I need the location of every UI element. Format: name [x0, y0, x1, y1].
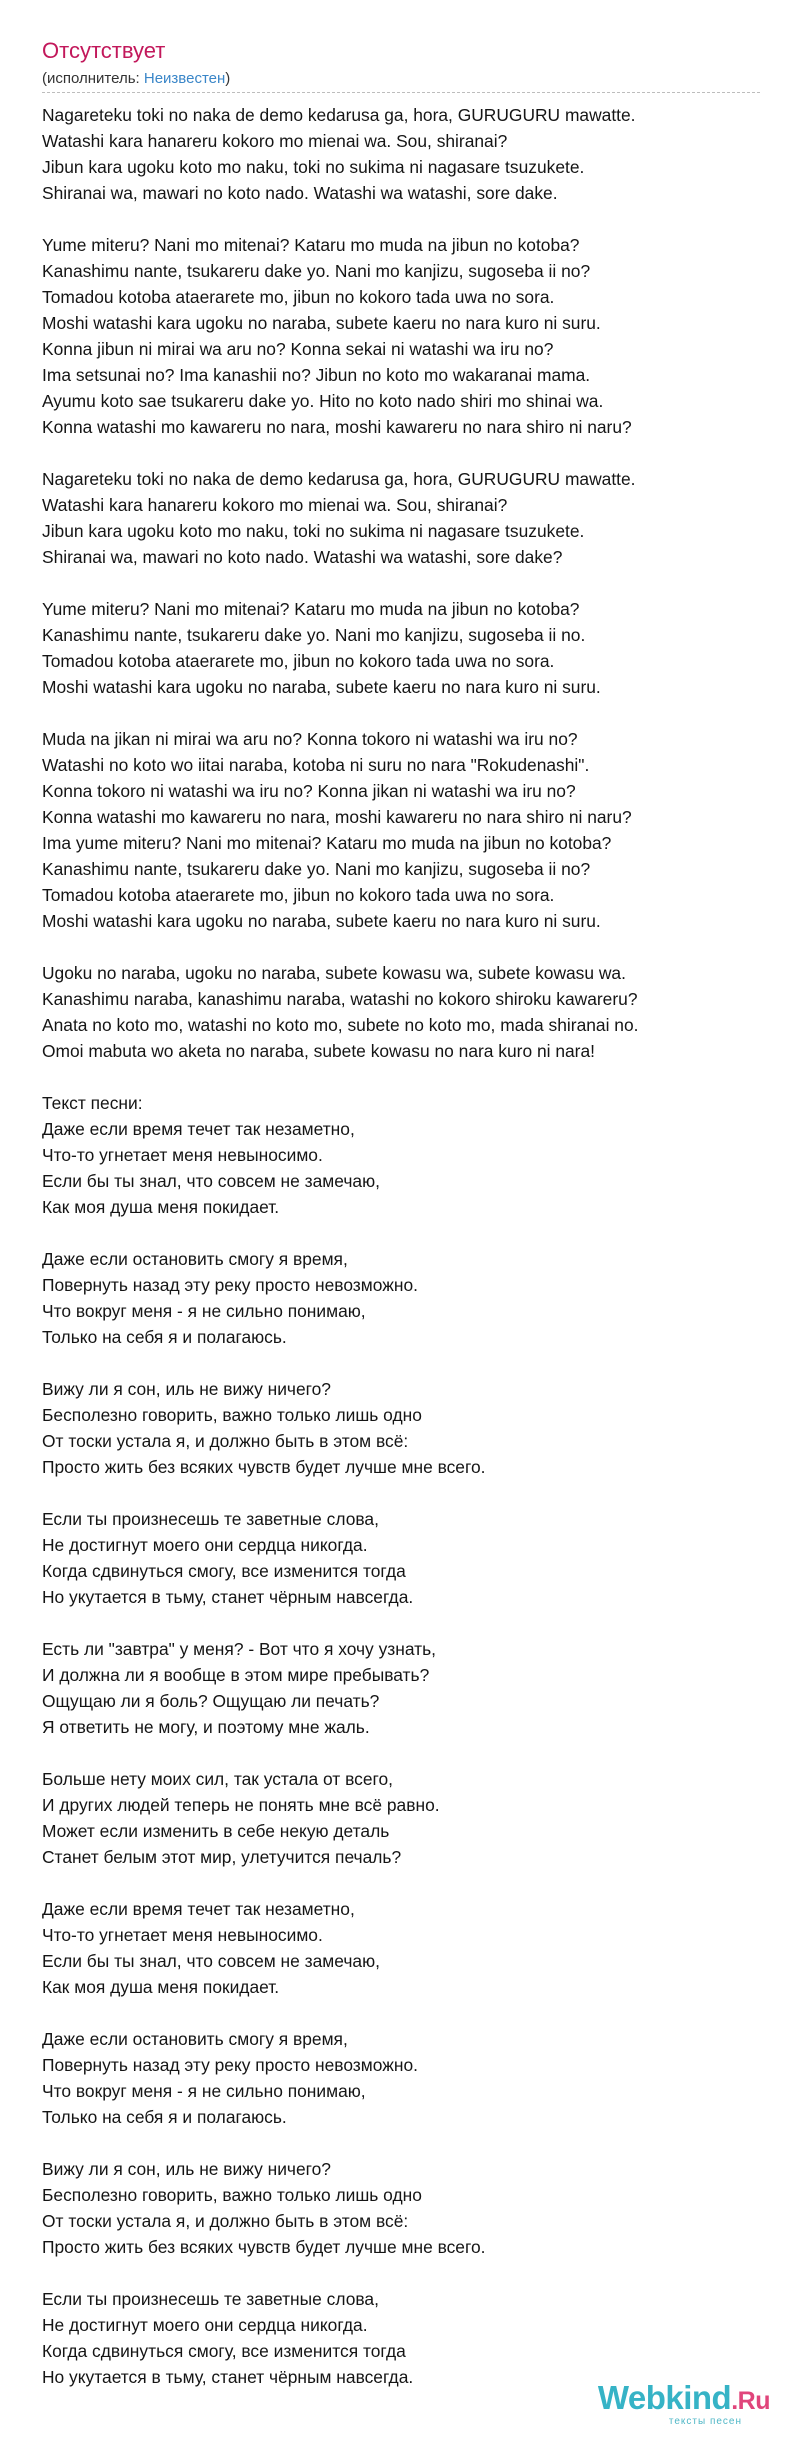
lyrics-line: Watashi kara hanareru kokoro mo mienai wa. Sou, shiranai? [42, 495, 508, 515]
lyrics-line: Watashi kara hanareru kokoro mo mienai wa. Sou, shiranai? [42, 131, 508, 151]
lyrics-line: Moshi watashi kara ugoku no naraba, subete kaeru no nara kuro ni suru. [42, 677, 601, 697]
lyrics-stanza [42, 1376, 772, 1480]
performer-line [42, 70, 230, 87]
lyrics-line: Muda na jikan ni mirai wa aru no? Konna tokoro ni watashi wa iru no? [42, 729, 578, 749]
lyrics-line: Повернуть назад эту реку просто невозможно. [42, 1275, 418, 1295]
title-divider [42, 92, 760, 93]
lyrics-line: Когда сдвинуться смогу, все изменится тогда [42, 1561, 406, 1581]
lyrics-body [42, 102, 772, 2416]
lyrics-line: Что вокруг меня - я не сильно понимаю, [42, 2081, 366, 2101]
performer-link[interactable]: Неизвестен [143, 70, 226, 87]
lyrics-line: Что вокруг меня - я не сильно понимаю, [42, 1301, 366, 1321]
lyrics-line: Ima setsunai no? Ima kanashii no? Jibun no koto mo wakaranai mama. [42, 365, 591, 385]
lyrics-line: Вижу ли я сон, иль не вижу ничего? [42, 2159, 331, 2179]
lyrics-line: Когда сдвинуться смогу, все изменится тогда [42, 2341, 406, 2361]
lyrics-line: Tomadou kotoba ataerarete mo, jibun no kokoro tada uwa no sora. [42, 287, 555, 307]
lyrics-line: Watashi no koto wo iitai naraba, kotoba ni suru no nara "Rokudenashi". [42, 755, 590, 775]
lyrics-line: Tomadou kotoba ataerarete mo, jibun no kokoro tada uwa no sora. [42, 651, 555, 671]
lyrics-stanza [42, 596, 772, 700]
lyrics-line: Не достигнут моего они сердца никогда. [42, 1535, 368, 1555]
lyrics-line: Бесполезно говорить, важно только лишь одно [42, 2185, 422, 2205]
lyrics-stanza [42, 1896, 772, 2000]
lyrics-stanza [42, 1766, 772, 1870]
lyrics-line: Ima yume miteru? Nani mo mitenai? Kataru mo muda na jibun no kotoba? [42, 833, 612, 853]
lyrics-line: Даже если остановить смогу я время, [42, 1249, 348, 1269]
lyrics-line: Konna tokoro ni watashi wa iru no? Konna jikan ni watashi wa iru no? [42, 781, 576, 801]
site-watermark[interactable] [550, 2380, 770, 2430]
lyrics-line: Даже если время течет так незаметно, [42, 1119, 355, 1139]
lyrics-line: Kanashimu naraba, kanashimu naraba, watashi no kokoro shiroku kawareru? [42, 989, 638, 1009]
lyrics-line: Shiranai wa, mawari no koto nado. Watashi wa watashi, sore dake? [42, 547, 563, 567]
lyrics-line: Что-то угнетает меня невыносимо. [42, 1925, 323, 1945]
lyrics-line: Moshi watashi kara ugoku no naraba, subete kaeru no nara kuro ni suru. [42, 313, 601, 333]
lyrics-line: Как моя душа меня покидает. [42, 1197, 280, 1217]
lyrics-line: Но укутается в тьму, станет чёрным навсегда. [42, 1587, 414, 1607]
lyrics-line: Konna jibun ni mirai wa aru no? Konna sekai ni watashi wa iru no? [42, 339, 554, 359]
lyrics-line: Shiranai wa, mawari no koto nado. Watashi wa watashi, sore dake. [42, 183, 558, 203]
lyrics-stanza [42, 1636, 772, 1740]
lyrics-line: Ayumu koto sae tsukareru dake yo. Hito no koto nado shiri mo shinai wa. [42, 391, 604, 411]
lyrics-line: Konna watashi mo kawareru no nara, moshi kawareru no nara shiro ni naru? [42, 807, 632, 827]
lyrics-stanza [42, 2026, 772, 2130]
lyrics-line: Jibun kara ugoku koto mo naku, toki no sukima ni nagasare tsuzukete. [42, 521, 585, 541]
lyrics-stanza [42, 2156, 772, 2260]
brand-tagline: тексты песен [668, 2416, 742, 2427]
lyrics-line: Kanashimu nante, tsukareru dake yo. Nani mo kanjizu, sugoseba ii no. [42, 625, 586, 645]
lyrics-stanza [42, 102, 772, 206]
lyrics-line: Jibun kara ugoku koto mo naku, toki no sukima ni nagasare tsuzukete. [42, 157, 585, 177]
lyrics-line: Даже если остановить смогу я время, [42, 2029, 348, 2049]
lyrics-line: Я ответить не могу, и поэтому мне жаль. [42, 1717, 370, 1737]
lyrics-line: Kanashimu nante, tsukareru dake yo. Nani mo kanjizu, sugoseba ii no? [42, 261, 591, 281]
lyrics-line: Если ты произнесешь те заветные слова, [42, 1509, 379, 1529]
brand-name: Webkind [597, 2379, 732, 2416]
lyrics-stanza [42, 1246, 772, 1350]
brand-tld: .Ru [731, 2387, 770, 2415]
lyrics-line: Не достигнут моего они сердца никогда. [42, 2315, 368, 2335]
lyrics-line: И других людей теперь не понять мне всё равно. [42, 1795, 440, 1815]
lyrics-line: Если бы ты знал, что совсем не замечаю, [42, 1171, 380, 1191]
lyrics-line: Moshi watashi kara ugoku no naraba, subete kaeru no nara kuro ni suru. [42, 911, 601, 931]
lyrics-stanza [42, 232, 772, 440]
lyrics-line: И должна ли я вообще в этом мире пребывать? [42, 1665, 430, 1685]
lyrics-line: Если ты произнесешь те заветные слова, [42, 2289, 379, 2309]
brand-logo [550, 2380, 770, 2419]
lyrics-stanza [42, 726, 772, 934]
lyrics-line: Может если изменить в себе некую деталь [42, 1821, 390, 1841]
lyrics-line: Станет белым этот мир, улетучится печаль? [42, 1847, 402, 1867]
lyrics-line: Yume miteru? Nani mo mitenai? Kataru mo muda na jibun no kotoba? [42, 599, 580, 619]
lyrics-line: Просто жить без всяких чувств будет лучше мне всего. [42, 2237, 486, 2257]
lyrics-line: Konna watashi mo kawareru no nara, moshi kawareru no nara shiro ni naru? [42, 417, 632, 437]
lyrics-line: Tomadou kotoba ataerarete mo, jibun no kokoro tada uwa no sora. [42, 885, 555, 905]
lyrics-line: Больше нету моих сил, так устала от всего, [42, 1769, 393, 1789]
lyrics-line: Nagareteku toki no naka de demo kedarusa ga, hora, GURUGURU mawatte. [42, 105, 636, 125]
lyrics-line: Как моя душа меня покидает. [42, 1977, 280, 1997]
lyrics-line: Anata no koto mo, watashi no koto mo, subete no koto mo, mada shiranai no. [42, 1015, 639, 1035]
lyrics-stanza [42, 960, 772, 1064]
lyrics-line: Nagareteku toki no naka de demo kedarusa ga, hora, GURUGURU mawatte. [42, 469, 636, 489]
lyrics-line: Что-то угнетает меня невыносимо. [42, 1145, 323, 1165]
performer-prefix: (исполнитель: [42, 70, 144, 87]
lyrics-line: Yume miteru? Nani mo mitenai? Kataru mo muda na jibun no kotoba? [42, 235, 580, 255]
lyrics-line: Бесполезно говорить, важно только лишь одно [42, 1405, 422, 1425]
lyrics-stanza [42, 1090, 772, 1220]
lyrics-line: Текст песни: [42, 1093, 143, 1113]
song-title: Отсутствует [42, 38, 166, 63]
lyrics-line: Ощущаю ли я боль? Ощущаю ли печать? [42, 1691, 380, 1711]
lyrics-line: От тоски устала я, и должно быть в этом всё: [42, 2211, 409, 2231]
lyrics-line: Omoi mabuta wo aketa no naraba, subete kowasu no nara kuro ni nara! [42, 1041, 595, 1061]
lyrics-line: Ugoku no naraba, ugoku no naraba, subete kowasu wa, subete kowasu wa. [42, 963, 626, 983]
lyrics-line: Даже если время течет так незаметно, [42, 1899, 355, 1919]
lyrics-line: Повернуть назад эту реку просто невозможно. [42, 2055, 418, 2075]
lyrics-line: От тоски устала я, и должно быть в этом всё: [42, 1431, 409, 1451]
lyrics-line: Если бы ты знал, что совсем не замечаю, [42, 1951, 380, 1971]
lyrics-line: Просто жить без всяких чувств будет лучше мне всего. [42, 1457, 486, 1477]
lyrics-line: Есть ли "завтра" у меня? - Вот что я хочу узнать, [42, 1639, 437, 1659]
lyrics-stanza [42, 1506, 772, 1610]
lyrics-stanza [42, 466, 772, 570]
lyrics-line: Вижу ли я сон, иль не вижу ничего? [42, 1379, 331, 1399]
lyrics-line: Но укутается в тьму, станет чёрным навсегда. [42, 2367, 414, 2387]
lyrics-line: Только на себя я и полагаюсь. [42, 1327, 287, 1347]
lyrics-stanza [42, 2286, 772, 2390]
lyrics-line: Kanashimu nante, tsukareru dake yo. Nani mo kanjizu, sugoseba ii no? [42, 859, 591, 879]
lyrics-line: Только на себя я и полагаюсь. [42, 2107, 287, 2127]
performer-suffix: ) [225, 70, 231, 87]
